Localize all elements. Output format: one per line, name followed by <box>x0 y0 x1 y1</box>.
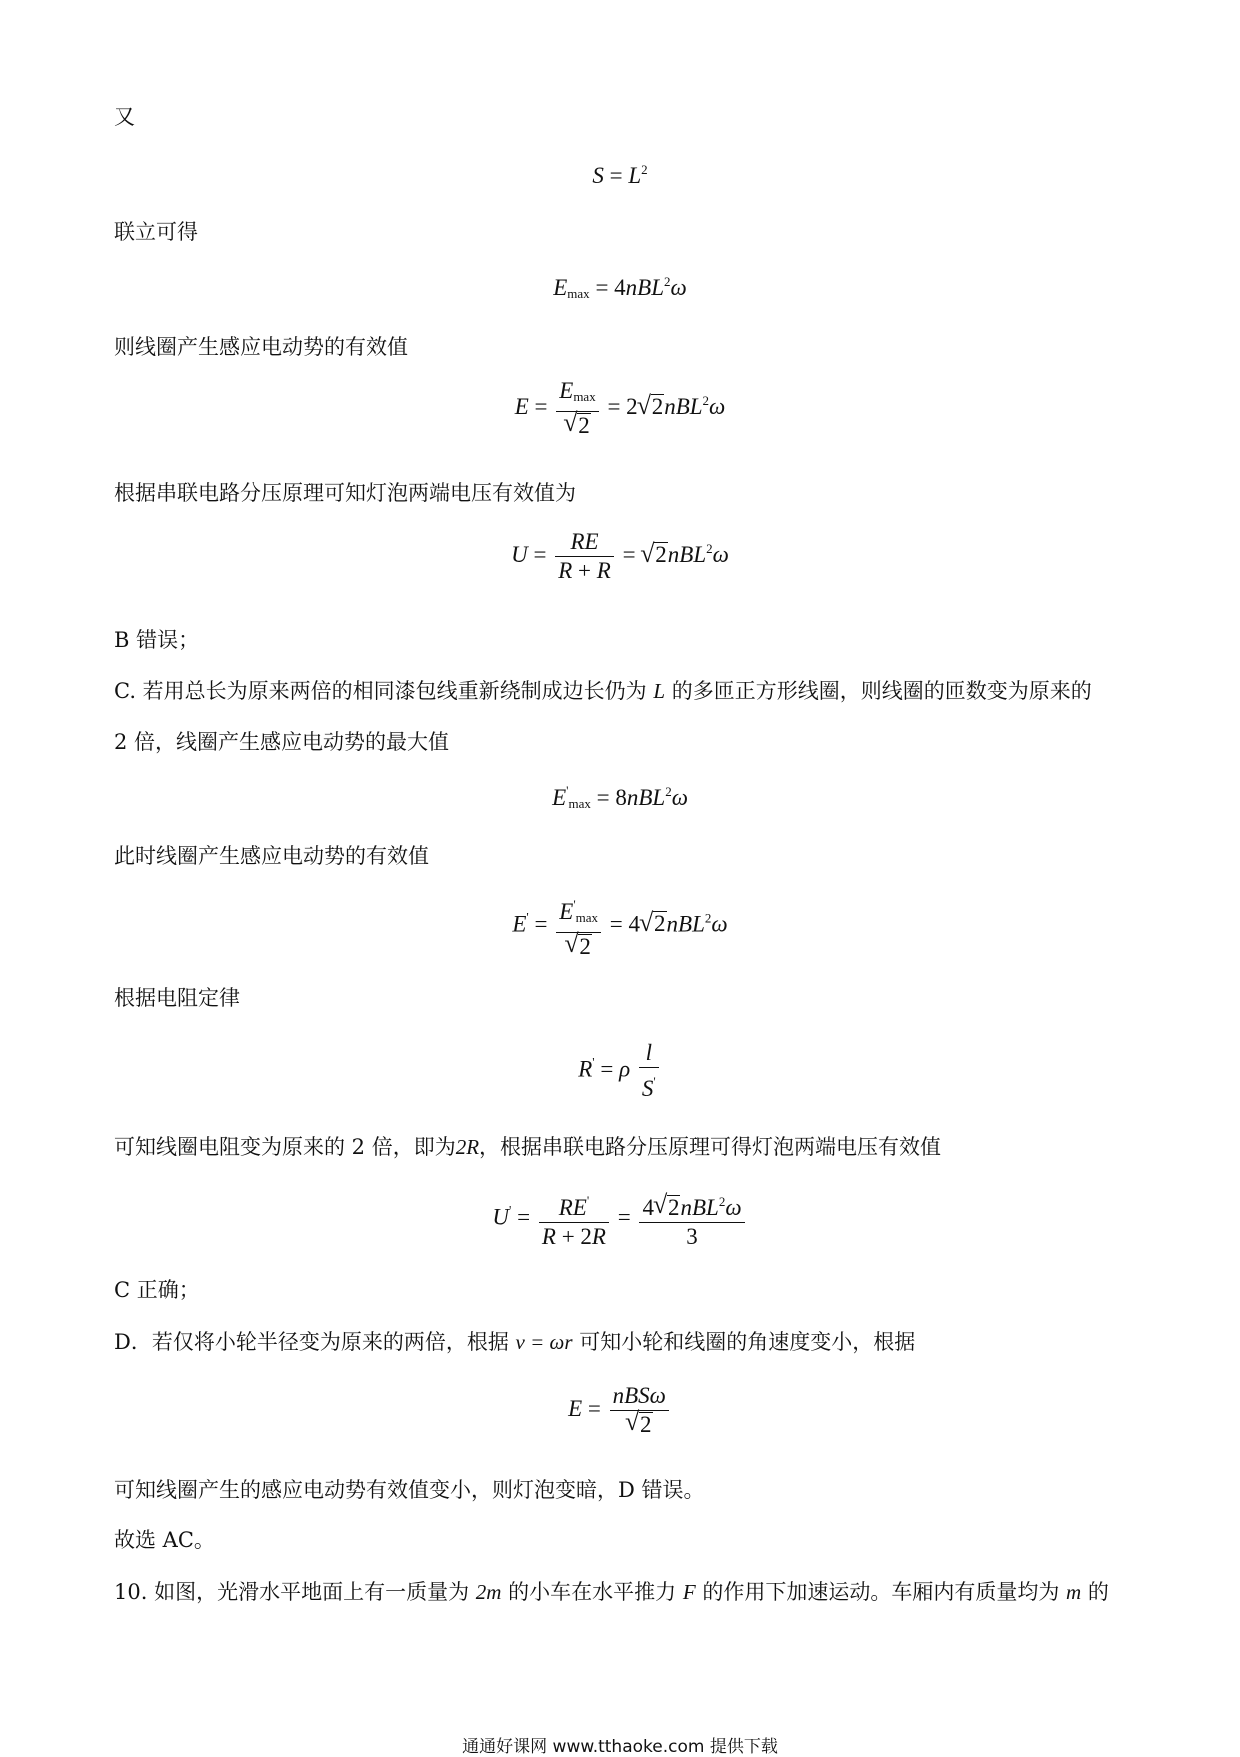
equation-u-prime: U' = $\frac{RE'}{R + 2R}$ = $\frac{4√ 2nBL^2\omega}{3}$ <box>0 1187 1240 1251</box>
q10-var2: F <box>682 1580 696 1604</box>
equation-r-prime: R' = ρ $\frac{l}{S'}$ <box>0 1039 1240 1103</box>
q10-var1: 2m <box>475 1580 502 1604</box>
c-line1-start: C. 若用总长为原来两倍的相同漆包线重新绕制成边长仍为 <box>114 679 647 703</box>
equation-s-l2: $S = L^2$ <box>592 162 648 188</box>
text-c-line1 <box>114 678 1092 704</box>
text-b-wrong: B 错误； <box>114 628 200 652</box>
text-d-line1 <box>114 1329 915 1355</box>
q10-var3: m <box>1066 1580 1082 1604</box>
text-kezhi-d: 可知线圈产生的感应电动势有效值变小，则灯泡变暗，D 错误。 <box>114 1478 705 1502</box>
equation-emax: $E_{max} = 4nBL^2\omega$ <box>553 274 687 301</box>
d-line1-start: D．若仅将小轮半径变为原来的两倍，根据 <box>114 1330 509 1354</box>
d-line1-end: 可知小轮和线圈的角速度变小，根据 <box>579 1330 916 1354</box>
c-line1-var: L <box>653 679 666 703</box>
equation-u: U = $\frac{RE}{R + R}$ = √ 2nBL$^2$ω <box>0 528 1240 585</box>
kezhi-start: 可知线圈电阻变为原来的 2 倍，即为 <box>114 1135 456 1159</box>
text-cishi: 此时线圈产生感应电动势的有效值 <box>114 844 429 868</box>
equation-emax-prime: $E'_{max} = 8nBL^2\omega$ <box>552 783 688 811</box>
text-genju-dianzu: 根据电阻定律 <box>114 986 240 1010</box>
text-lianli: 联立可得 <box>114 220 198 244</box>
q10-c: 的作用下加速运动。车厢内有质量均为 <box>702 1580 1060 1604</box>
text-c-line2: 2 倍，线圈产生感应电动势的最大值 <box>114 730 450 754</box>
text-c-right: C 正确； <box>114 1278 200 1302</box>
equation-e-nbs: E = nBSω √ 2 <box>0 1382 1240 1439</box>
footer-source: 通通好课网 www.tthaoke.com 提供下载 <box>462 1737 778 1757</box>
d-line1-var: v = ωr <box>515 1330 573 1354</box>
text-ze-youxiao: 则线圈产生感应电动势的有效值 <box>114 335 408 359</box>
q10-d: 的 <box>1087 1580 1109 1604</box>
kezhi-var: 2R <box>455 1135 480 1159</box>
q10-a: 10. 如图，光滑水平地面上有一质量为 <box>114 1580 470 1604</box>
kezhi-end: ，根据串联电路分压原理可得灯泡两端电压有效值 <box>479 1135 942 1159</box>
text-gu-xuan: 故选 AC。 <box>114 1528 215 1552</box>
c-line1-end: 的多匝正方形线圈，则线圈的匝数变为原来的 <box>671 679 1092 703</box>
equation-e-prime-rms: E' = $E'_{max}$ √ 2 = 4√ 2nBL$^2$ω <box>0 891 1240 961</box>
text-genju-chuanlian: 根据串联电路分压原理可知灯泡两端电压有效值为 <box>114 481 576 505</box>
q10-b: 的小车在水平推力 <box>508 1580 677 1604</box>
text-you: 又 <box>114 105 135 129</box>
text-kezhi <box>114 1134 941 1160</box>
equation-e-rms: E = $E_{max}$ √ 2 = 2√ 2nBL$^2$ω <box>0 377 1240 440</box>
text-q10 <box>114 1579 1109 1605</box>
